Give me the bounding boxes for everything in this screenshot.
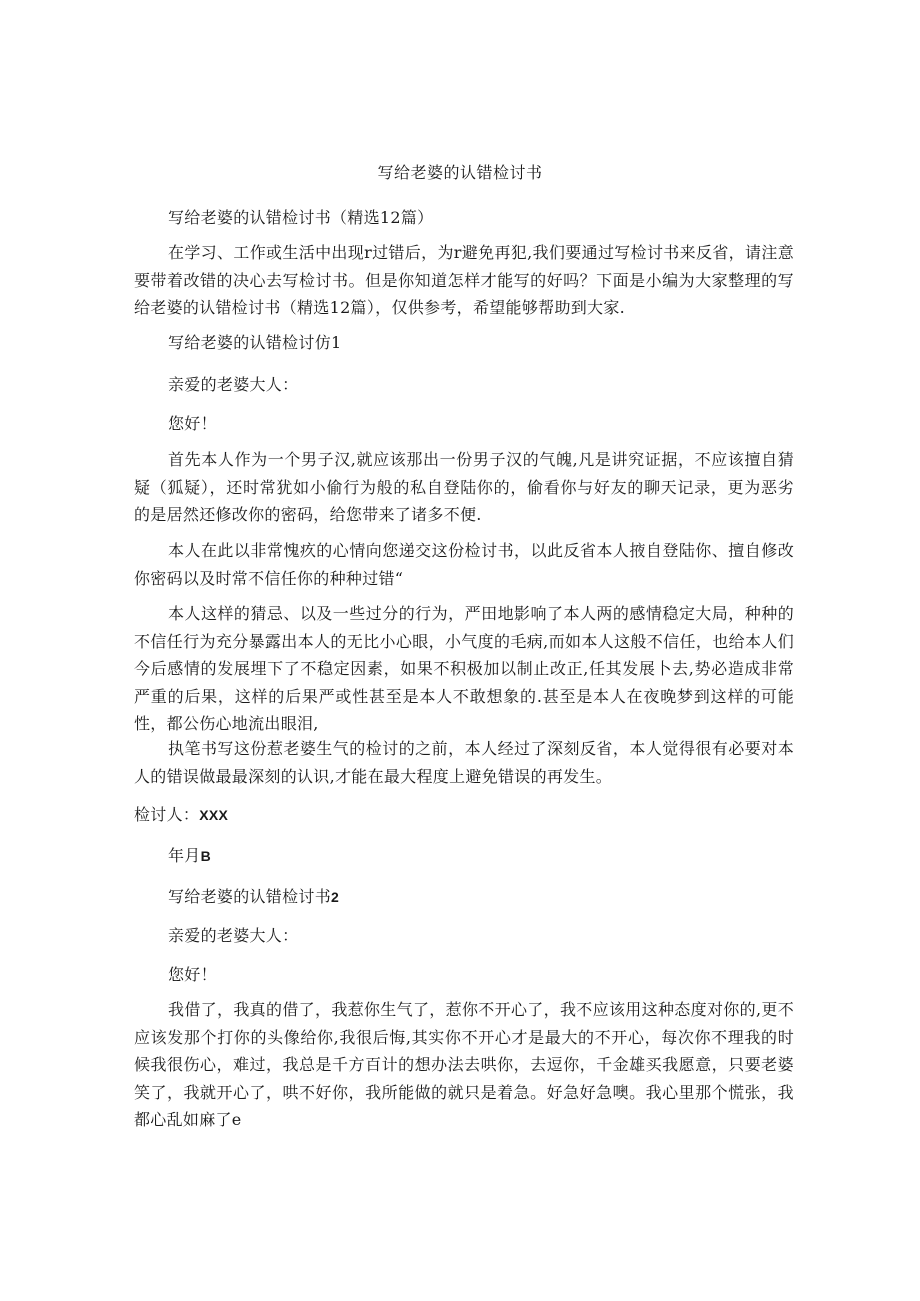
signer-name: XXX xyxy=(199,807,229,823)
date-suffix: B xyxy=(200,848,212,864)
letter1-paragraph-4: 执笔书写这份惹老婆生气的检讨的之前，本人经过了深刻反省，本人觉得很有必要对本人的错误做最最深刻的认识,才能在最大程度上避免错误的再发生。 xyxy=(134,739,794,786)
letter2-heading-num: 2 xyxy=(331,889,340,905)
signer-line xyxy=(134,802,228,825)
date-line xyxy=(168,843,211,866)
letter2-heading xyxy=(168,884,339,907)
letter2-salutation: 亲爱的老婆大人： xyxy=(168,926,299,945)
intro-paragraph: 在学习、工作或生活中出现r过错后，为r避免再犯,我们要通过写检讨书来反省，请注意要带着改错的决心去写检讨书。但是你知道怎样才能写的好吗？下面是小编为大家整理的写给老婆的认错检讨书（精选12篇），仅供参考，希望能够帮助到大家. xyxy=(134,243,794,317)
letter1-salutation: 亲爱的老婆大人： xyxy=(168,375,299,394)
letter1-greeting: 您好！ xyxy=(168,414,217,433)
letter2-paragraph-1: 我借了，我真的借了，我惹你生气了，惹你不开心了，我不应该用这种态度对你的,更不应该发那个打你的头像给你,我很后悔,其实你不开心才是最大的不开心，每次你不理我的时候我很伤心，难过，我总是千方百计的想办法去哄你，去逗你，千金雄买我愿意，只要老婆笑了，我就开心了，哄不好你，我所能做的就只是着急。好急好急噢。我心里那个慌张，我都心乱如麻了e xyxy=(134,1000,794,1129)
letter1-paragraph-2: 本人在此以非常愧疚的心情向您递交这份检讨书，以此反省本人掖自登陆你、擅自修改你密码以及时常不信任你的种种过错“ xyxy=(134,541,794,588)
signer-label: 检讨人： xyxy=(134,805,200,824)
letter1-paragraph-3: 本人这样的猜忌、以及一些过分的行为，严田地影响了本人两的感情稳定大局，种种的不信任行为充分暴露出本人的无比小心眼，小气度的毛病,而如本人这般不信任，也给本人们今后感情的发展埋下了不稳定因素，如果不积极加以制止改正,任其发展卜去,势必造成非常严重的后果，这样的后果严或性甚至是本人不敢想象的.甚至是本人在夜晚梦到这样的可能性，都公伤心地流出眼泪, xyxy=(134,604,794,733)
document-title: 写给老婆的认错检讨书 xyxy=(377,163,543,182)
document-subtitle: 写给老婆的认错检讨书（精选12篇） xyxy=(168,208,434,227)
letter1-paragraph-1: 首先本人作为一个男子汉,就应该那出一份男子汉的气魄,凡是讲究证据，不应该擅自猜疑（狐疑），还时常犹如小偷行为般的私自登陆你的，偷看你与好友的聊天记录，更为恶劣的是居然还修改你的密码，给您带来了诸多不便. xyxy=(134,450,794,524)
letter2-greeting: 您好！ xyxy=(168,965,217,984)
letter2-heading-text: 写给老婆的认错检讨书 xyxy=(168,887,332,906)
date-label: 年月 xyxy=(168,846,201,865)
letter1-heading: 写给老婆的认错检讨仿1 xyxy=(168,333,342,352)
